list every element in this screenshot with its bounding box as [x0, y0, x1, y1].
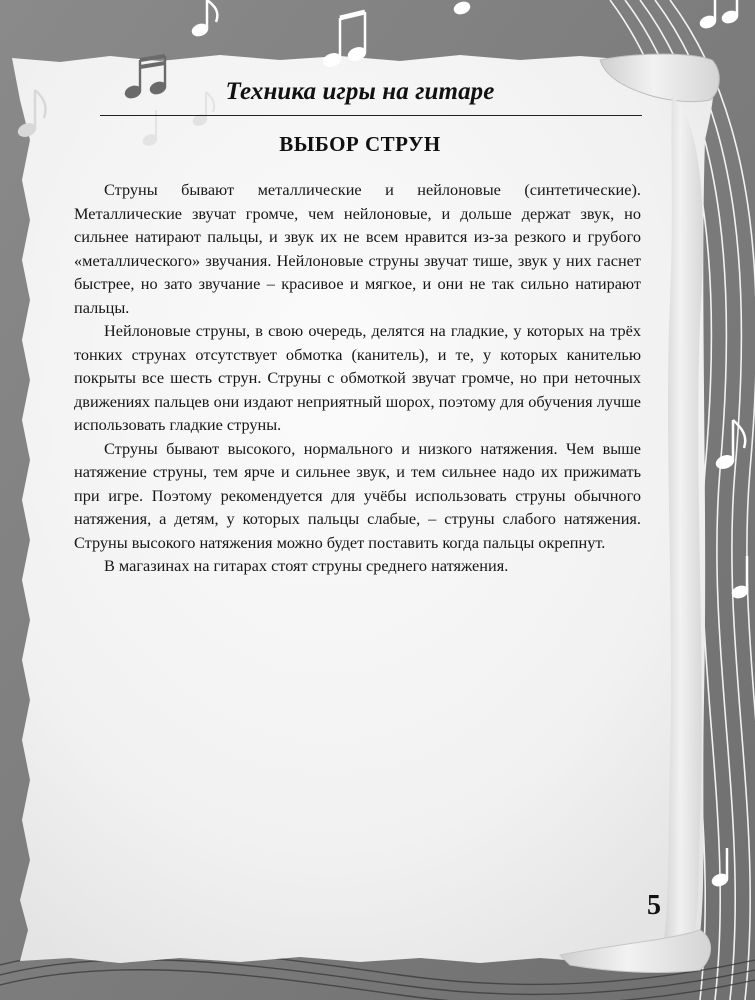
body-text: [74, 178, 641, 578]
paragraph: Нейлоновые струны, в свою очередь, делятся на гладкие, у которых на трёх тонких струнах отсутствует обмотка (канитель), и те, у которых канителью покрыты все шесть струн. Струны с обмоткой звучат громче, но при неточных движениях пальцев они издают неприятный шорох, поэтому для обучения лучше использовать гладкие струны.: [74, 321, 641, 434]
page-header-title: Техника игры на гитаре: [225, 78, 495, 105]
header-divider: [100, 115, 642, 116]
paragraph: Струны бывают металлические и нейлоновые (синтетические). Металлические звучат громче, чем нейлоновые, и дольше держат звук, но сильнее натирают пальцы, и звук их не всем нравится из-за резкого и грубого «металлического» звучания. Нейлоновые струны звучат тише, звук у них гаснет быстрее, но зато звучание – красивое и мягкое, и они не так сильно натирают пальцы.: [74, 180, 641, 317]
section-heading: ВЫБОР СТРУН: [279, 132, 441, 156]
paragraph: Струны бывают высокого, нормального и низкого натяжения. Чем выше натяжение струны, тем ярче и сильнее звук, и тем сильнее надо их прижимать при игре. Поэтому рекомендуется для учёбы использовать струны обычного натяжения, а детям, у которых пальцы слабые, – струны слабого натяжения. Струны высокого натяжения можно будет поставить когда пальцы окрепнут.: [74, 438, 641, 552]
paragraph: В магазинах на гитарах стоят струны среднего натяжения.: [104, 556, 509, 575]
page-number: 5: [647, 890, 661, 921]
